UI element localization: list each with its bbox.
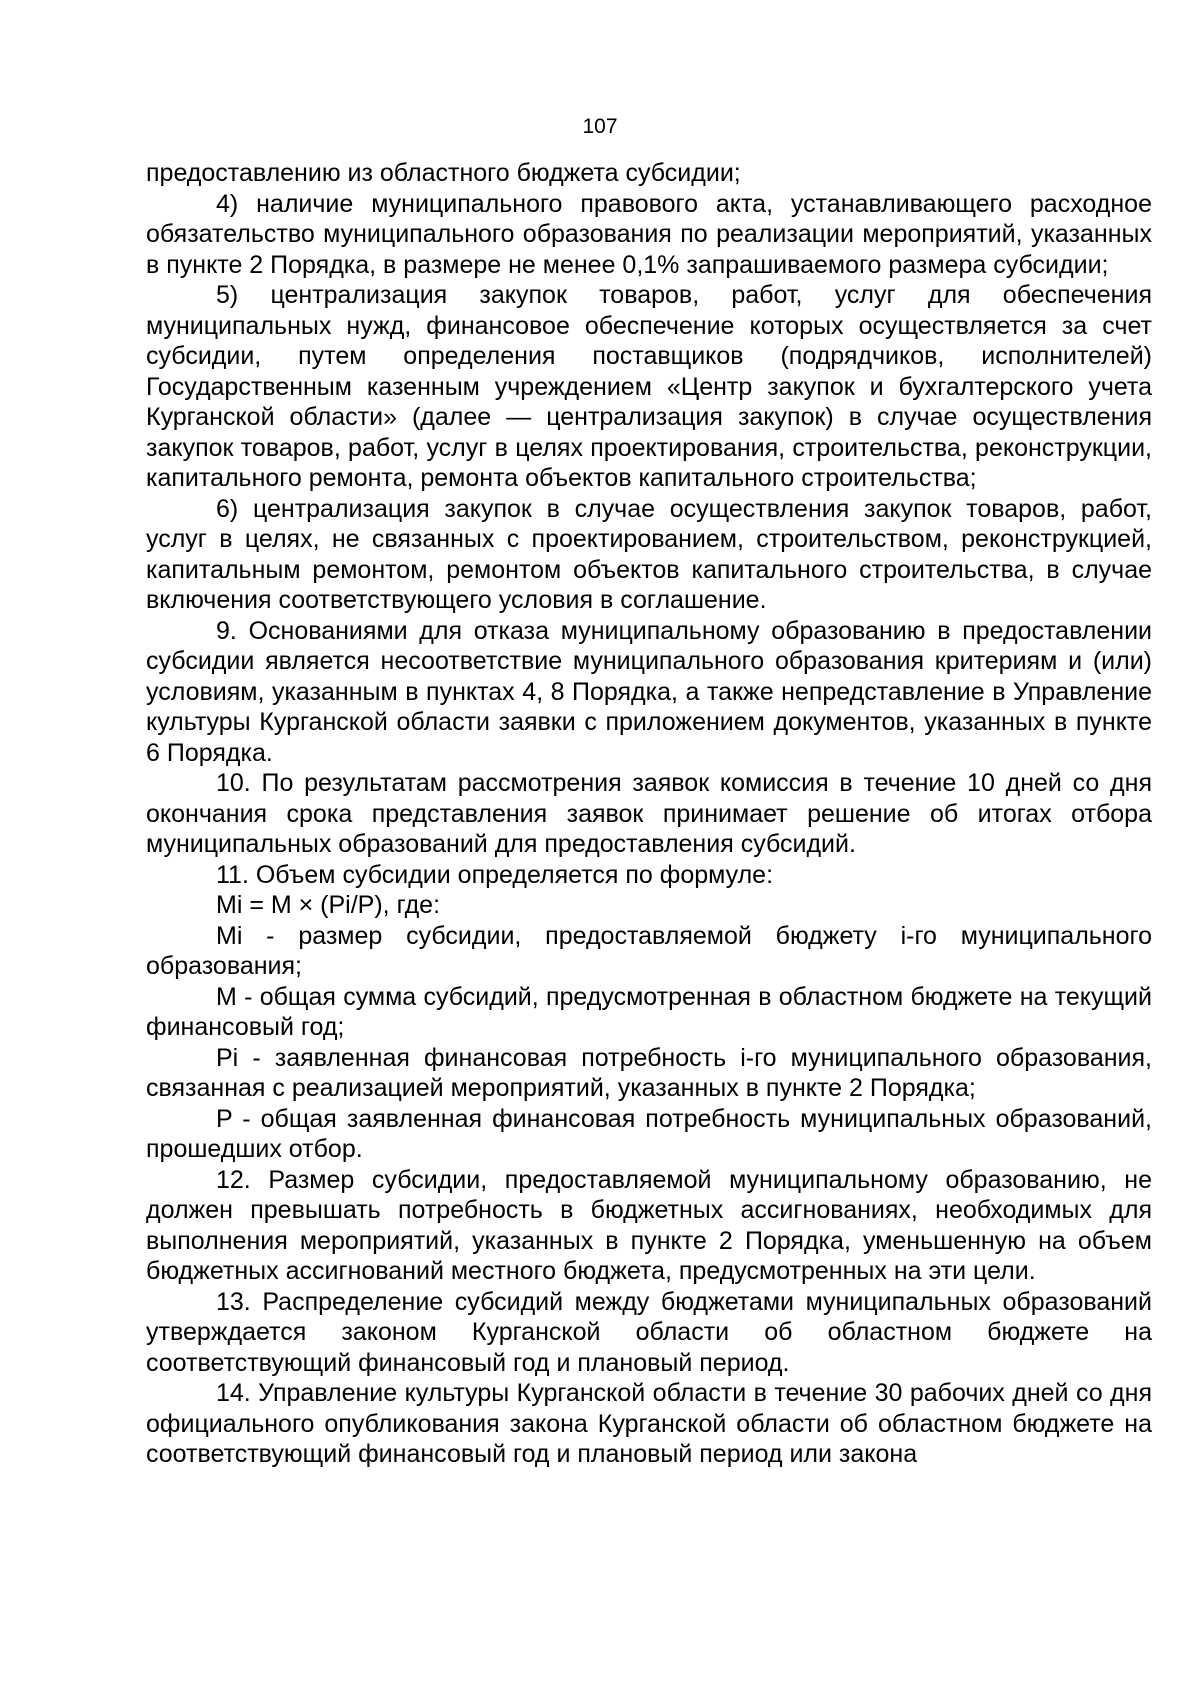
formula-definition-m: M - общая сумма субсидий, предусмотренная в областном бюджете на текущий финансовый год; xyxy=(146,982,1152,1041)
paragraph-continuation: предоставлению из областного бюджета субсидии; xyxy=(146,159,741,187)
paragraph-item-6: 6) централизация закупок в случае осуществления закупок товаров, работ, услуг в целях, не связанных с проектированием, строительством, реконструкцией, капитальным ремонтом, ремонтом объектов капитального строительства, в случае включения соответствующего условия в соглашение. xyxy=(146,494,1152,614)
formula-line: Mi = M × (Pi/P), где: xyxy=(216,891,441,919)
paragraph-clause-13: 13. Распределение субсидий между бюджетами муниципальных образований утверждается законом Курганской области об областном бюджете на соответствующий финансовый год и плановый период. xyxy=(146,1287,1152,1377)
paragraph-clause-12: 12. Размер субсидии, предоставляемой муниципальному образованию, не должен превышать потребность в бюджетных ассигнованиях, необходимых для выполнения мероприятий, указанных в пункте 2 Порядка, уменьшенную на объем бюджетных ассигнований местного бюджета, предусмотренных на эти цели. xyxy=(146,1165,1152,1285)
formula-definition-p: P - общая заявленная финансовая потребность муниципальных образований, прошедших отбор. xyxy=(146,1104,1152,1163)
paragraph-clause-9: 9. Основаниями для отказа муниципальному образованию в предоставлении субсидии является несоответствие муниципального образования критериям и (или) условиям, указанным в пунктах 4, 8 Порядка, а также непредставление в Управление культуры Курганской области заявки с приложением документов, указанных в пункте 6 Порядка. xyxy=(146,616,1152,767)
paragraph-item-5: 5) централизация закупок товаров, работ, услуг для обеспечения муниципальных нужд, финансовое обеспечение которых осуществляется за счет субсидии, путем определения поставщиков (подрядчиков, исполнителей) Государственным казенным учреждением «Центр закупок и бухгалтерского учета Курганской области» (далее — централизация закупок) в случае осуществления закупок товаров, работ, услуг в целях проектирования, строительства, реконструкции, капитального ремонта, ремонта объектов капитального строительства; xyxy=(146,281,1152,492)
formula-definition-pi: Pi - заявленная финансовая потребность i-го муниципального образования, связанная с реализацией мероприятий, указанных в пункте 2 Порядка; xyxy=(146,1043,1152,1102)
page-number: 107 xyxy=(582,115,618,138)
formula-definition-mi: Mi - размер субсидии, предоставляемой бюджету i-го муниципального образования; xyxy=(146,921,1152,980)
paragraph-item-4: 4) наличие муниципального правового акта, устанавливающего расходное обязательство муниципального образования по реализации мероприятий, указанных в пункте 2 Порядка, в размере не менее 0,1% запрашиваемого размера субсидии; xyxy=(146,189,1152,279)
paragraph-clause-14: 14. Управление культуры Курганской области в течение 30 рабочих дней со дня официального опубликования закона Курганской области об областном бюджете на соответствующий финансовый год и плановый период или закона xyxy=(146,1379,1152,1468)
document-body xyxy=(146,158,1152,1470)
paragraph-clause-11: 11. Объем субсидии определяется по формуле: xyxy=(216,860,774,889)
paragraph-clause-10: 10. По результатам рассмотрения заявок комиссия в течение 10 дней со дня окончания срока представления заявок принимает решение об итогах отбора муниципальных образований для предоставления субсидий. xyxy=(146,769,1152,858)
